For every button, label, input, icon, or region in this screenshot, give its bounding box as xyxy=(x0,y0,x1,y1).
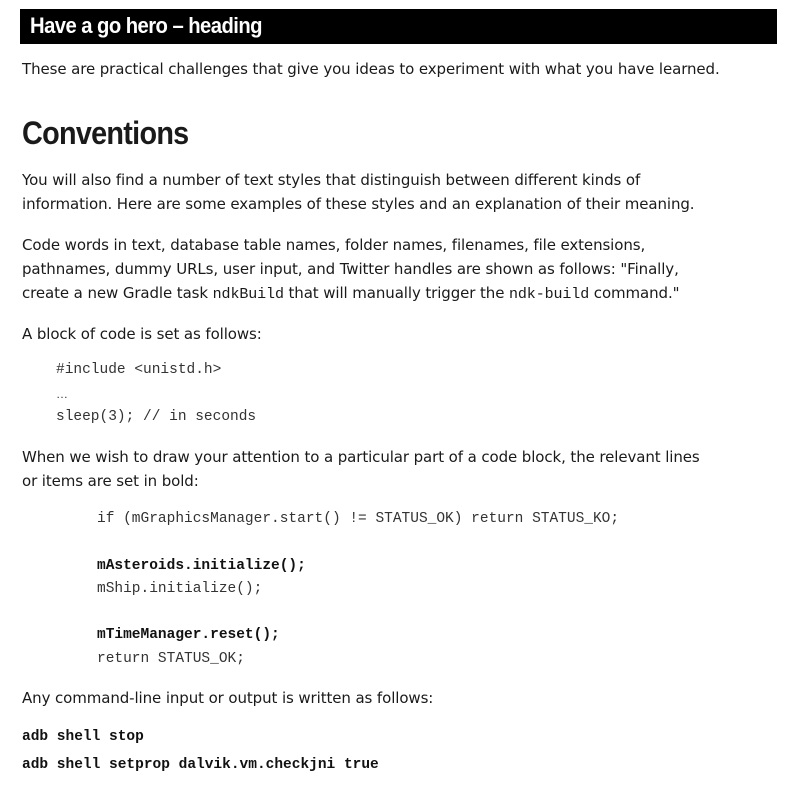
code-line: mShip.initialize(); xyxy=(97,581,263,597)
hero-description: These are practical challenges that give you ideas to experiment with what you have learned. xyxy=(22,60,720,78)
code-line: #include <unistd.h> xyxy=(56,362,222,378)
intro-line-2: information. Here are some examples of these styles and an explanation of their meaning. xyxy=(22,195,695,213)
conventions-heading: Conventions xyxy=(22,115,189,151)
bold-intro-line-1: When we wish to draw your attention to a particular part of a code block, the relevant lines xyxy=(22,448,700,466)
inline-code-ndk-build: ndk-build xyxy=(509,286,590,303)
code-line: return STATUS_OK; xyxy=(97,651,245,667)
cli-line: adb shell stop xyxy=(22,729,144,745)
inline-code-ndkbuild: ndkBuild xyxy=(212,286,284,303)
code-line: if (mGraphicsManager.start() != STATUS_OK) return STATUS_KO; xyxy=(97,511,620,527)
code-line-bold: mTimeManager.reset(); xyxy=(97,627,280,643)
code-line: sleep(3); // in seconds xyxy=(56,409,257,425)
code-ellipsis: … xyxy=(56,387,68,401)
code-block-intro: A block of code is set as follows: xyxy=(22,325,262,343)
codewords-line-3: create a new Gradle task ndkBuild that will manually trigger the ndk-build command." xyxy=(22,284,680,303)
codewords-line-1: Code words in text, database table names, folder names, filenames, file extensions, xyxy=(22,236,646,254)
codewords-line-2: pathnames, dummy URLs, user input, and Twitter handles are shown as follows: "Finally, xyxy=(22,260,679,278)
code-line-bold: mAsteroids.initialize(); xyxy=(97,558,306,574)
intro-line-1: You will also find a number of text styles that distinguish between different kinds of xyxy=(22,171,641,189)
hero-heading-bar xyxy=(20,9,777,44)
hero-heading: Have a go hero – heading xyxy=(30,13,262,38)
cli-intro: Any command-line input or output is written as follows: xyxy=(22,689,434,707)
cli-line: adb shell setprop dalvik.vm.checkjni true xyxy=(22,757,379,773)
bold-intro-line-2: or items are set in bold: xyxy=(22,472,199,490)
